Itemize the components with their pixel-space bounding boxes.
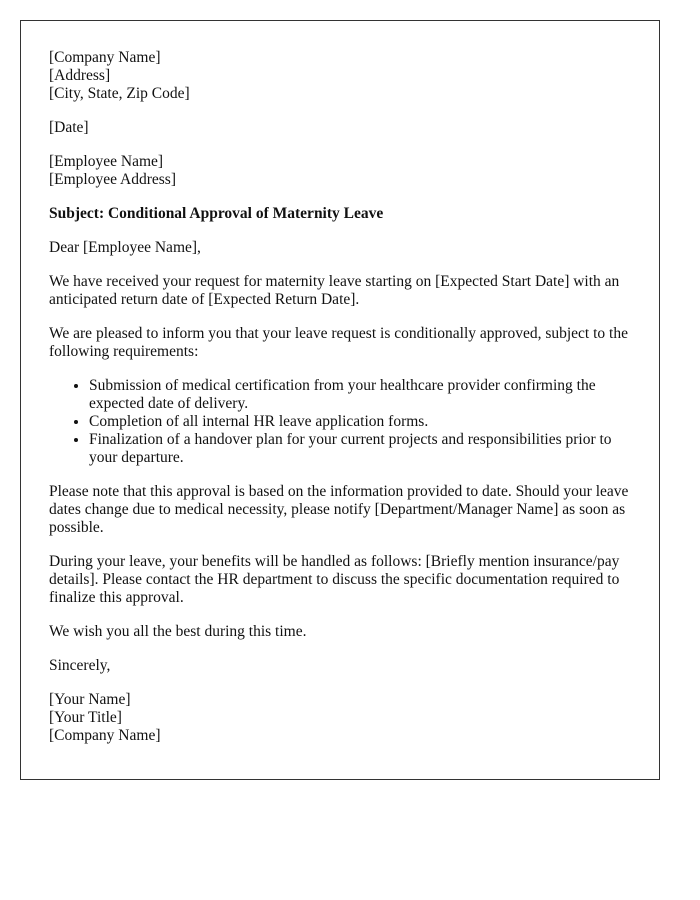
sender-address: [Address]	[49, 67, 111, 84]
paragraph-request-received: We have received your request for maternity leave starting on [Expected Start Date] with an anticipated return date of [Expected Return Date].	[49, 273, 620, 308]
letter-date: [Date]	[49, 119, 89, 136]
subject-line: Subject: Conditional Approval of Maternity Leave	[49, 205, 384, 222]
signature-block	[49, 691, 631, 745]
requirement-item: • Completion of all internal HR leave application forms.	[89, 413, 631, 431]
paragraph-note: Please note that this approval is based on the information provided to date. Should your leave dates change due to medical necessity, please notify [Department/Manager Name] as soon as possible.	[49, 483, 629, 536]
requirement-item: • Submission of medical certification from your healthcare provider confirming the expected date of delivery.	[89, 377, 631, 413]
salutation: Dear [Employee Name],	[49, 239, 201, 256]
sender-city-state-zip: [City, State, Zip Code]	[49, 85, 190, 102]
sender-address-block	[49, 49, 631, 103]
paragraph-benefits: During your leave, your benefits will be handled as follows: [Briefly mention insurance/pay details]. Please contact the HR department to discuss the specific documentation required to finalize this approval.	[49, 553, 620, 606]
requirements-list	[49, 377, 631, 467]
signature-title: [Your Title]	[49, 709, 122, 726]
recipient-block	[49, 153, 631, 189]
signature-company: [Company Name]	[49, 727, 161, 744]
requirement-item: • Finalization of a handover plan for your current projects and responsibilities prior to your departure.	[89, 431, 631, 467]
paragraph-well-wishes: We wish you all the best during this time.	[49, 623, 307, 640]
paragraph-conditional-approval: We are pleased to inform you that your leave request is conditionally approved, subject to the following requirements:	[49, 325, 628, 360]
recipient-address: [Employee Address]	[49, 171, 176, 188]
date-block	[49, 119, 631, 137]
sender-company-name: [Company Name]	[49, 49, 161, 66]
signature-name: [Your Name]	[49, 691, 131, 708]
recipient-name: [Employee Name]	[49, 153, 164, 170]
letter-document	[20, 20, 660, 780]
closing: Sincerely,	[49, 657, 111, 674]
